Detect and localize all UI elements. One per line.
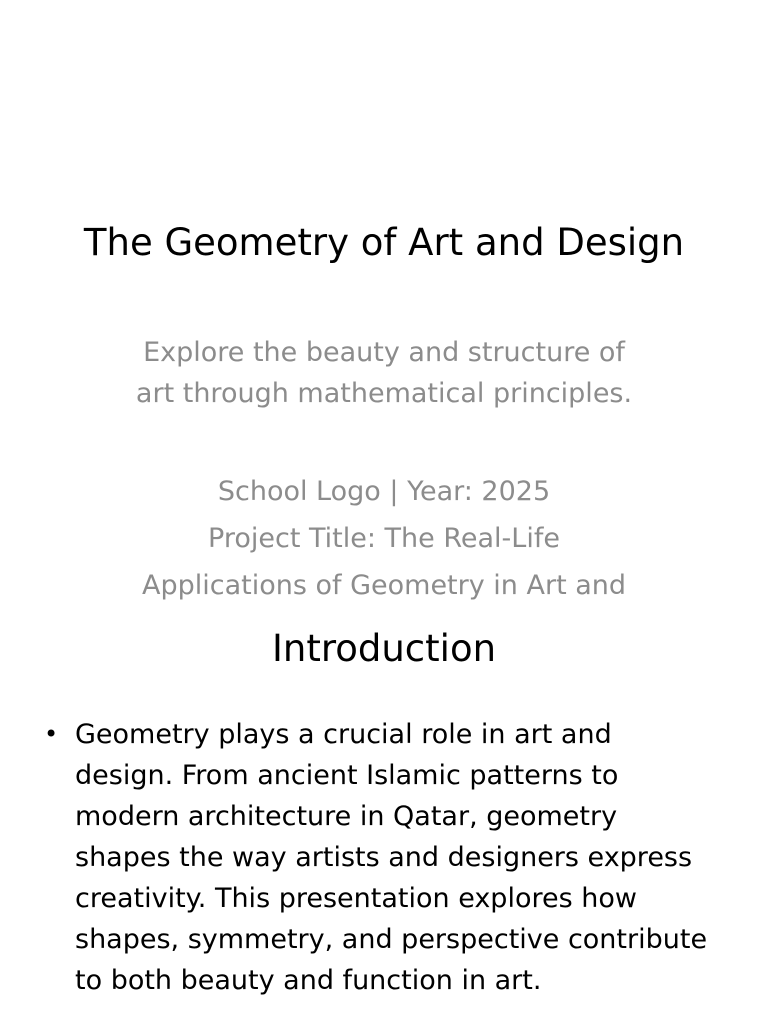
bullet-line: Geometry plays a crucial role in art and: [75, 719, 612, 750]
subtitle-line: Explore the beauty and structure of: [143, 337, 625, 368]
meta-line: Project Title: The Real-Life: [208, 523, 560, 554]
bullet-list: [40, 714, 730, 1001]
subtitle-line: art through mathematical principles.: [135, 378, 633, 409]
slide-title: Introduction: [271, 627, 497, 670]
subtitle-box: [96, 332, 672, 601]
bullet-line: shapes the way artists and designers express: [75, 842, 693, 873]
introduction-slide: [0, 576, 768, 1024]
meta-line: School Logo | Year: 2025: [217, 476, 551, 507]
meta-line: Applications of Geometry in Art and: [141, 570, 627, 601]
bullet-line: shapes, symmetry, and perspective contribute: [75, 924, 708, 955]
bullet-line: to both beauty and function in art.: [75, 965, 542, 996]
bullet-line: creativity. This presentation explores how: [75, 883, 637, 914]
bullet-marker: •: [44, 720, 59, 748]
bullet-item: [40, 714, 730, 1001]
slide-title: The Geometry of Art and Design: [83, 221, 685, 264]
bullet-line: modern architecture in Qatar, geometry: [75, 801, 618, 832]
bullet-line: design. From ancient Islamic patterns to: [75, 760, 619, 791]
spacer: [96, 414, 672, 468]
